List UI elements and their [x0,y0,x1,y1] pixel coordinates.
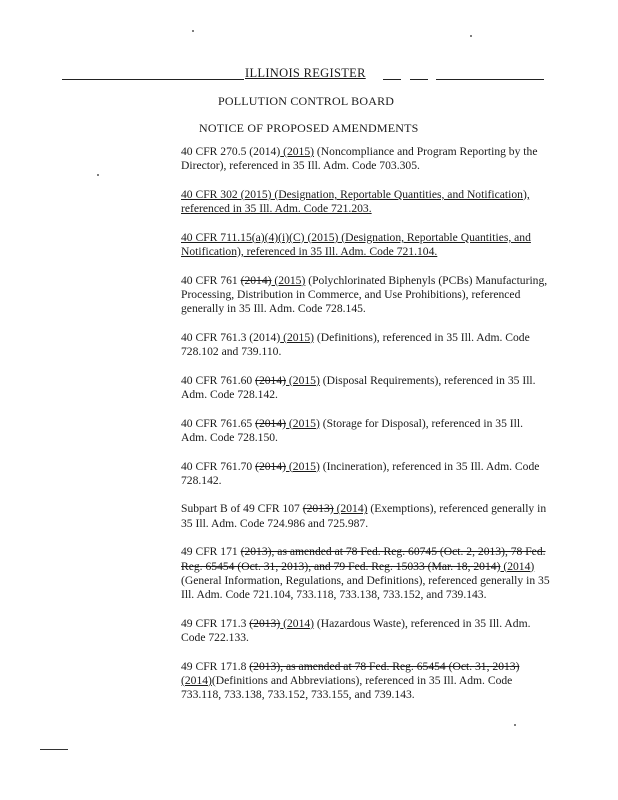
reference-entry [181,188,551,216]
reference-entry [181,331,551,359]
deleted-text: (2014) [255,459,287,473]
entry-text: (Incineration), referenced in 35 Ill. Adm. Code 728.142. [181,459,540,487]
reference-entry [181,617,551,645]
deleted-text: (2013) [249,616,281,630]
entry-text: (Storage for Disposal), referenced in 35 Ill. Adm. Code 728.150. [181,416,523,444]
scan-speck [470,35,472,37]
inserted-text: (2014) [333,502,368,516]
reference-entry [181,145,551,173]
scan-speck [97,174,99,176]
entry-text: (Definitions), referenced in 35 Ill. Adm. Code 728.102 and 739.110. [181,330,530,359]
deleted-text: (2013), as amended at 78 Fed. Reg. 65454 (Oct. 31, 2013) [249,659,520,673]
inserted-text: 40 CFR 302 (2015) (Designation, Reportable Quantities, and Notification), referenced in 35 Ill. Adm. Code 721.203. [181,187,530,216]
header-rule-right-3 [436,79,544,80]
inserted-text: (2015) [286,416,320,430]
deleted-text: (2013) [302,502,334,516]
entry-text: (Hazardous Waste), referenced in 35 Ill. Adm. Code 722.133. [181,616,531,644]
reference-entry [181,231,551,259]
entry-text: (Noncompliance and Program Reporting by the Director), referenced in 35 Ill. Adm. Code 703.305. [181,145,538,173]
deleted-text: (2014) [255,416,287,430]
margin-rule [40,749,68,750]
entry-text: (Polychlorinated Biphenyls (PCBs) Manufacturing, Processing, Distribution in Commerce, and Use Prohibitions), referenced generally in 35 Ill. Adm. Code 728.145. [181,273,548,316]
reference-entry [181,545,551,602]
inserted-text: (2015) [286,459,320,473]
scan-speck [192,30,194,32]
entry-text: (General Information, Regulations, and Definitions), referenced generally in 35 Ill. Adm. Code 721.104, 733.118, 733.138, 733.152, and 739.143. [181,573,550,601]
inserted-text: (2015) [280,145,315,158]
inserted-text: (2014) [280,616,315,630]
entry-text: 49 CFR 171.3 [181,616,250,630]
inserted-text: (2015) [280,330,315,344]
inserted-text: (2014) [500,559,535,573]
reference-list [181,145,551,717]
entry-text: (Definitions and Abbreviations), referenced in 35 Ill. Adm. Code 733.118, 733.138, 733.152, 733.155, and 739.143. [181,673,513,701]
entry-text: 40 CFR 761.70 [181,459,256,473]
inserted-text: (2014) [181,673,212,687]
header-rule-right-1 [383,79,401,80]
entry-text: Subpart B of 49 CFR 107 [181,502,303,516]
inserted-text: 40 CFR 711.15(a)(4)(i)(C) (2015) (Designation, Reportable Quantities, and Notification), referenced in 35 Ill. Adm. Code 721.104. [181,230,531,259]
scan-speck [514,724,516,726]
board-title: POLLUTION CONTROL BOARD [218,94,395,108]
inserted-text: (2015) [286,373,320,387]
header-rule-left [62,79,244,80]
reference-entry [181,660,551,703]
deleted-text: (2014) [240,273,272,287]
register-title: ILLINOIS REGISTER [245,66,366,80]
inserted-text: (2015) [271,273,306,287]
deleted-text: (2014) [255,373,287,387]
reference-entry [181,460,551,488]
entry-text: 40 CFR 761.65 [181,416,256,430]
entry-text: 49 CFR 171 [181,545,241,559]
entry-text: 40 CFR 761 [181,273,241,287]
deleted-text: (2013), as amended at 78 Fed. Reg. 60745 (Oct. 2, 2013), 78 Fed. Reg. 65454 (Oct. 31, 2013), and 79 Fed. Reg. 15033 (Mar. 18, 2014) [181,545,546,573]
header-rule-right-2 [410,79,428,80]
reference-entry [181,502,551,530]
reference-entry [181,374,551,402]
entry-text: 40 CFR 270.5 (2014) [181,145,281,158]
entry-text: (Exemptions), referenced generally in 35 Ill. Adm. Code 724.986 and 725.987. [181,502,547,530]
entry-text: 40 CFR 761.60 [181,373,256,387]
notice-title: NOTICE OF PROPOSED AMENDMENTS [199,121,419,135]
reference-entry [181,274,551,317]
reference-entry [181,417,551,445]
entry-text: 49 CFR 171.8 [181,659,250,673]
entry-text: 40 CFR 761.3 (2014) [181,330,281,344]
entry-text: (Disposal Requirements), referenced in 35 Ill. Adm. Code 728.142. [181,373,536,401]
